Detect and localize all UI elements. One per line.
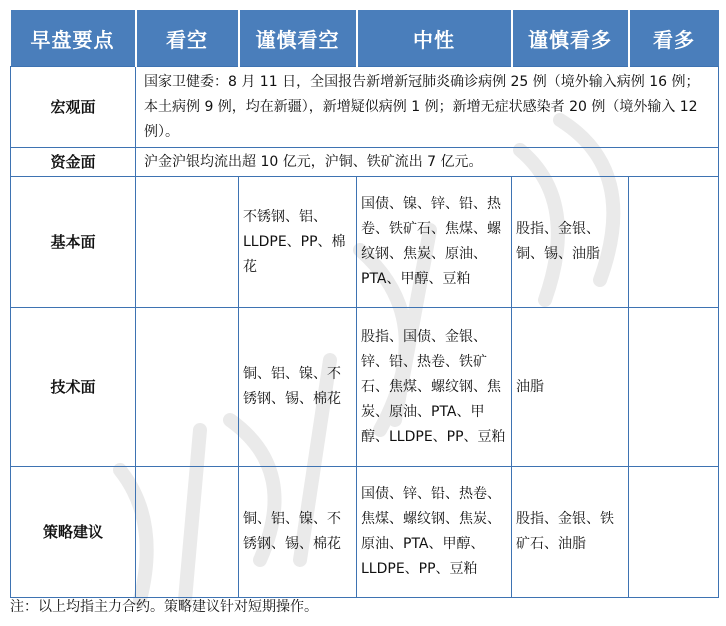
footnote: 注：以上均指主力合约。策略建议针对短期操作。: [10, 599, 318, 615]
row-label-macro: 宏观面: [11, 67, 136, 148]
header-neutral: 中性: [357, 10, 512, 67]
header-cautious-bearish: 谨慎看空: [239, 10, 357, 67]
row-macro: [11, 67, 719, 148]
macro-text: 国家卫健委：8 月 11 日，全国报告新增新冠肺炎确诊病例 25 例（境外输入病例 16 例；本土病例 9 例，均在新疆），新增疑似病例 1 例；新增无症状感染者 20 例（境外输入 12 例）。: [136, 67, 719, 148]
header-bullish: 看多: [629, 10, 719, 67]
tech-cautious-bullish: 油脂: [512, 308, 629, 467]
tech-bearish: [136, 308, 239, 467]
strategy-cautious-bullish: 股指、金银、铁矿石、油脂: [512, 467, 629, 598]
row-fund: [11, 148, 719, 177]
strategy-neutral: 国债、锌、铅、热卷、焦煤、螺纹钢、焦炭、原油、PTA、甲醇、LLDPE、PP、豆粕: [357, 467, 512, 598]
morning-summary-table: [10, 10, 719, 598]
header-bearish: 看空: [136, 10, 239, 67]
header-row: [11, 10, 719, 67]
header-category: 早盘要点: [11, 10, 136, 67]
basic-bearish: [136, 177, 239, 308]
basic-bullish: [629, 177, 719, 308]
tech-cautious-bearish: 铜、铝、镍、不锈钢、锡、棉花: [239, 308, 357, 467]
fund-text: 沪金沪银均流出超 10 亿元，沪铜、铁矿流出 7 亿元。: [136, 148, 719, 177]
row-label-fund: 资金面: [11, 148, 136, 177]
strategy-bearish: [136, 467, 239, 598]
basic-cautious-bearish: 不锈钢、铝、LLDPE、PP、棉花: [239, 177, 357, 308]
row-label-basic: 基本面: [11, 177, 136, 308]
strategy-bullish: [629, 467, 719, 598]
row-basic: [11, 177, 719, 308]
header-cautious-bullish: 谨慎看多: [512, 10, 629, 67]
row-label-tech: 技术面: [11, 308, 136, 467]
basic-cautious-bullish: 股指、金银、铜、锡、油脂: [512, 177, 629, 308]
strategy-cautious-bearish: 铜、铝、镍、不锈钢、锡、棉花: [239, 467, 357, 598]
basic-neutral: 国债、镍、锌、铅、热卷、铁矿石、焦煤、螺纹钢、焦炭、原油、PTA、甲醇、豆粕: [357, 177, 512, 308]
row-strategy: [11, 467, 719, 598]
row-tech: [11, 308, 719, 467]
tech-bullish: [629, 308, 719, 467]
row-label-strategy: 策略建议: [11, 467, 136, 598]
tech-neutral: 股指、国债、金银、锌、铅、热卷、铁矿石、焦煤、螺纹钢、焦炭、原油、PTA、甲醇、LLDPE、PP、豆粕: [357, 308, 512, 467]
